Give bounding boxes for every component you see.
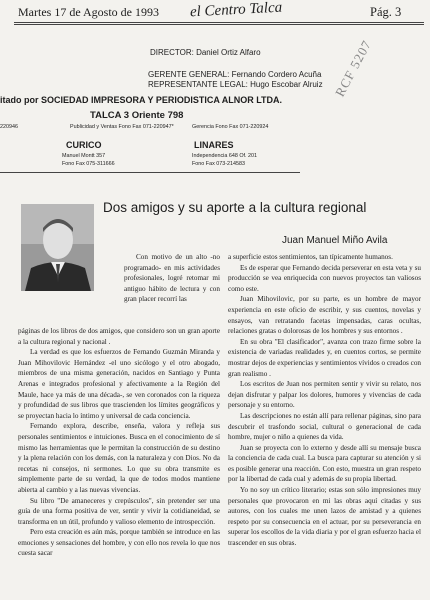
portrait-image: [21, 204, 94, 291]
paragraph: Es de esperar que Fernando decida perseverar en esta veta y su producción se vea enriquecida con nuevos proyectos tan valiosos como este.: [228, 263, 421, 293]
talca-gerencia: Gerencia Fono Fax 071-220924: [192, 124, 269, 130]
author-photo: [21, 204, 94, 291]
paragraph: La verdad es que los esfuerzos de Fernando Guzmán Miranda y Juan Mihovilovic Hernández -el uno sicólogo y el otro abogado, miembros de una misma generación, nacidos en Santiago y Punta Arenas e integrados profesional y afectivamente a la Región del Maule, hace ya más de una década-, se ven coronados con la riqueza y profundidad de sus libros que trascienden los límites geográficos y se proyectan hacia lo íntimo y universal de cada conciencia.: [18, 348, 220, 420]
masthead-representante: REPRESENTANTE LEGAL: Hugo Escobar Alruiz: [148, 80, 323, 89]
curico-address: Manuel Montt 357: [62, 153, 106, 159]
paragraph: páginas de los libros de dos amigos, que considero son un gran aporte a la cultura regional y nacional .: [18, 327, 220, 346]
masthead-curico: CURICO: [66, 140, 102, 150]
top-rule-2: [14, 24, 424, 25]
masthead-bottom-rule: [0, 172, 300, 173]
page-number: Pág. 3: [370, 5, 402, 19]
paragraph: Juan Mihovilovic, por su parte, es un hombre de mayor experiencia en este oficio de escribir, y sus cuentos, novelas y ensayos, van retratando facetas impensadas, caras ocultas, relaciones gratas o dolorosas de los hombres y sus entornos .: [228, 295, 421, 336]
linares-phone: Fono Fax 073-214583: [192, 161, 246, 167]
paragraph: Con motivo de un alto -no programado- en mis actividades profesionales, logré retomar mi antiguo hábito de lectura y con gran placer recorrí las: [124, 253, 220, 304]
masthead-linares: LINARES: [194, 140, 234, 150]
masthead-editor: itado por SOCIEDAD IMPRESORA Y PERIODISTICA ALNOR LTDA.: [0, 95, 283, 105]
paragraph: En su obra "El clasificador", avanza con trazo firme sobre la existencia de variadas realidades y, en cuentos cortos, se permite mostrar dejos de experiencias y sentimientos vívidos o creados con gran realismo .: [228, 337, 422, 378]
paragraph: Fernando explora, describe, enseña, valora y refleja sus personales sentimientos e intuiciones. Busca en el conocimiento de sí mismo las herramientas que le permitan la construcción de su destino y la plena relación con los demás, con la naturaleza y con Dios. No da recetas ni consejos, ni sermones. Lo que su obra transmite es simplemente parte de su verdad, la que de todos modos mantiene abierta al cambio y a las nuevas vivencias.: [18, 422, 220, 494]
paragraph: a superficie estos sentimientos, tan típicamente humanos.: [228, 253, 393, 261]
masthead-director: DIRECTOR: Daniel Ortiz Alfaro: [150, 48, 261, 57]
paragraph: Los escritos de Juan nos permiten sentir y vivir su relato, nos dejan disfrutar y palpar los dolores, humores y vivencias de cada personaje y su entorno.: [228, 380, 421, 410]
issue-date: Martes 17 de Agosto de 1993: [18, 5, 159, 19]
article-column-right: [228, 252, 421, 549]
paragraph: Yo no soy un crítico literario; estas son sólo impresiones muy personales que provocaron en mi las obras aquí citadas y sus autores, con los cuales me unen lazos de amistad y a quienes respeto por su consecuencia en el actuar, por su perseverancia en superar los escollos de la vida diaria y por el gran esfuerzo hacia el trascender en sus obras.: [228, 486, 421, 548]
article-author: Juan Manuel Miño Avila: [282, 235, 388, 246]
paragraph: Juan se proyecta con lo externo y desde allí su mensaje busca la conciencia de cada cual. La busca para capturar su atención y si es posible generar una reacción. Con esto, muestra un gran respeto por la libertad de cada cual y además de su propia libertad.: [228, 443, 421, 484]
paragraph: Las descripciones no están allí para rellenar páginas, sino para descubrir el trasfondo social, cultural o generacional de cada hombre, mujer o niño a quienes da vida.: [228, 411, 421, 442]
archive-stamp: RCF 5207: [332, 37, 375, 100]
masthead-gerente: GERENTE GENERAL: Fernando Cordero Acuña: [148, 70, 322, 79]
handwritten-note: el Centro Talca: [189, 0, 283, 21]
talca-ventas: Publicidad y Ventas Fono Fax 071-220947*: [70, 124, 174, 130]
curico-phone: Fono Fax 075-311666: [62, 161, 115, 167]
article-column-left: [18, 326, 220, 559]
paragraph: Pero esta creación es aún más, porque también se introduce en las emociones y sensaciones del hombre, y con ello nos revela lo que nos cuesta sacar: [18, 528, 220, 558]
masthead-talca: TALCA 3 Oriente 798: [90, 110, 184, 121]
linares-address: Independencia 648 Of. 201: [192, 153, 258, 159]
top-rule: [14, 22, 424, 23]
article-column-left-top: [124, 252, 220, 305]
paragraph: Su libro "De amaneceres y crepúsculos", sin pretender ser una guía de una forma positiva de ver, sentir y vivir la cotidianeidad, se transforma en un útil, profundo y valioso elemento de introspección.: [18, 496, 220, 526]
article-title: Dos amigos y su aporte a la cultura regional: [103, 200, 367, 215]
talca-phone: 220946: [0, 124, 18, 130]
